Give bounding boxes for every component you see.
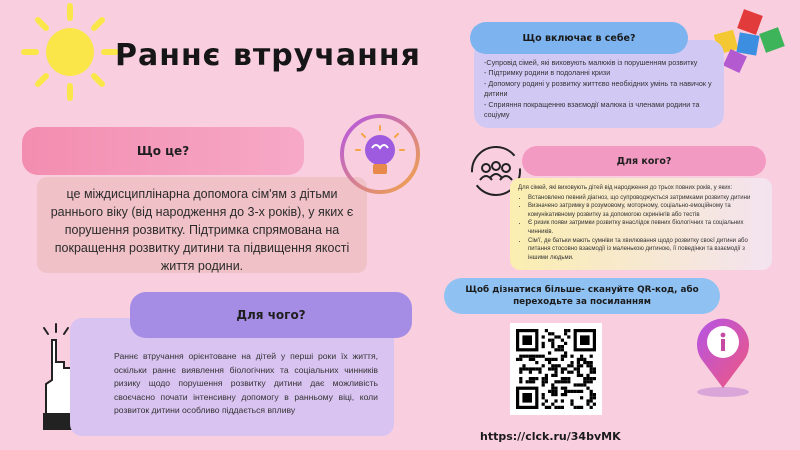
sun-icon [20,2,120,102]
list-item: • Є ризик появи затримки розвитку внаслідок певних біологічних та соціальних чинників. [528,219,764,236]
includes-item: - Допомогу родині у розвитку життєво необхідних умінь та навичок у дитини [484,78,712,99]
info-pin-icon [688,310,758,400]
forwho-intro: Для сімей, які виховують дітей від народження до трьох повних років, у яких: [518,185,733,191]
qr-code[interactable] [510,323,602,415]
qr-code-pattern [516,329,596,409]
includes-item: - Підтримку родини в подоланні кризи [484,68,611,78]
what-text: це міждисциплінарна допомога сім'ям з дітьми раннього віку (від народження до 3-х років), у яких є порушення розвитку. Підтримка спрямована на покращення розвитку дитини та підвищення якості життя родини. [37,177,367,273]
forwho-label: Для кого? [522,146,766,176]
includes-item: -Супровід сімей, які виховують малюків із порушенням розвитку [484,58,698,67]
what-label: Що це? [22,127,304,175]
includes-label: Що включає в себе? [470,22,688,54]
qr-instruction: Щоб дізнатися більше- скануйте QR-код, або переходьте за посиланням [444,278,720,314]
link-url[interactable]: https://clck.ru/34bvMK [480,430,621,443]
why-label: Для чого? [130,292,412,338]
includes-item: - Сприяння покращенню взаємодії малюка із членами родини та соціуму [484,99,700,120]
list-item: • Встановлено певний діагноз, що супроводжується затримками розвитку дитини [528,194,764,203]
page-title: Раннє втручання [115,38,421,73]
why-text: Раннє втручання орієнтоване на дітей у перші роки їх життя, оскільки раннє виявлення біологічних та соціальних чинників ризику щодо порушення розвитку дитини дає можливість своєчасно почати інтенсивну допомогу в ранньому віці, коли розвиток дитини особливо піддається впливу [70,318,394,436]
list-item: • Визначено затримку в розумовому, моторному, соціально-емоційному та комунікативному розвитку за допомогою скринінгів або тестів [528,202,764,219]
forwho-list [518,194,764,263]
lightbulb-brain-icon [338,112,422,196]
forwho-box [510,178,772,270]
puzzle-icon [712,6,792,76]
list-item: • Сім'ї, де батьки мають сумніви та хвилювання щодо розвитку своєї дитини або питання стосовно взаємодії із маленькою дитиною, її поведінки та взаємодії з іншими людьми. [528,237,764,263]
